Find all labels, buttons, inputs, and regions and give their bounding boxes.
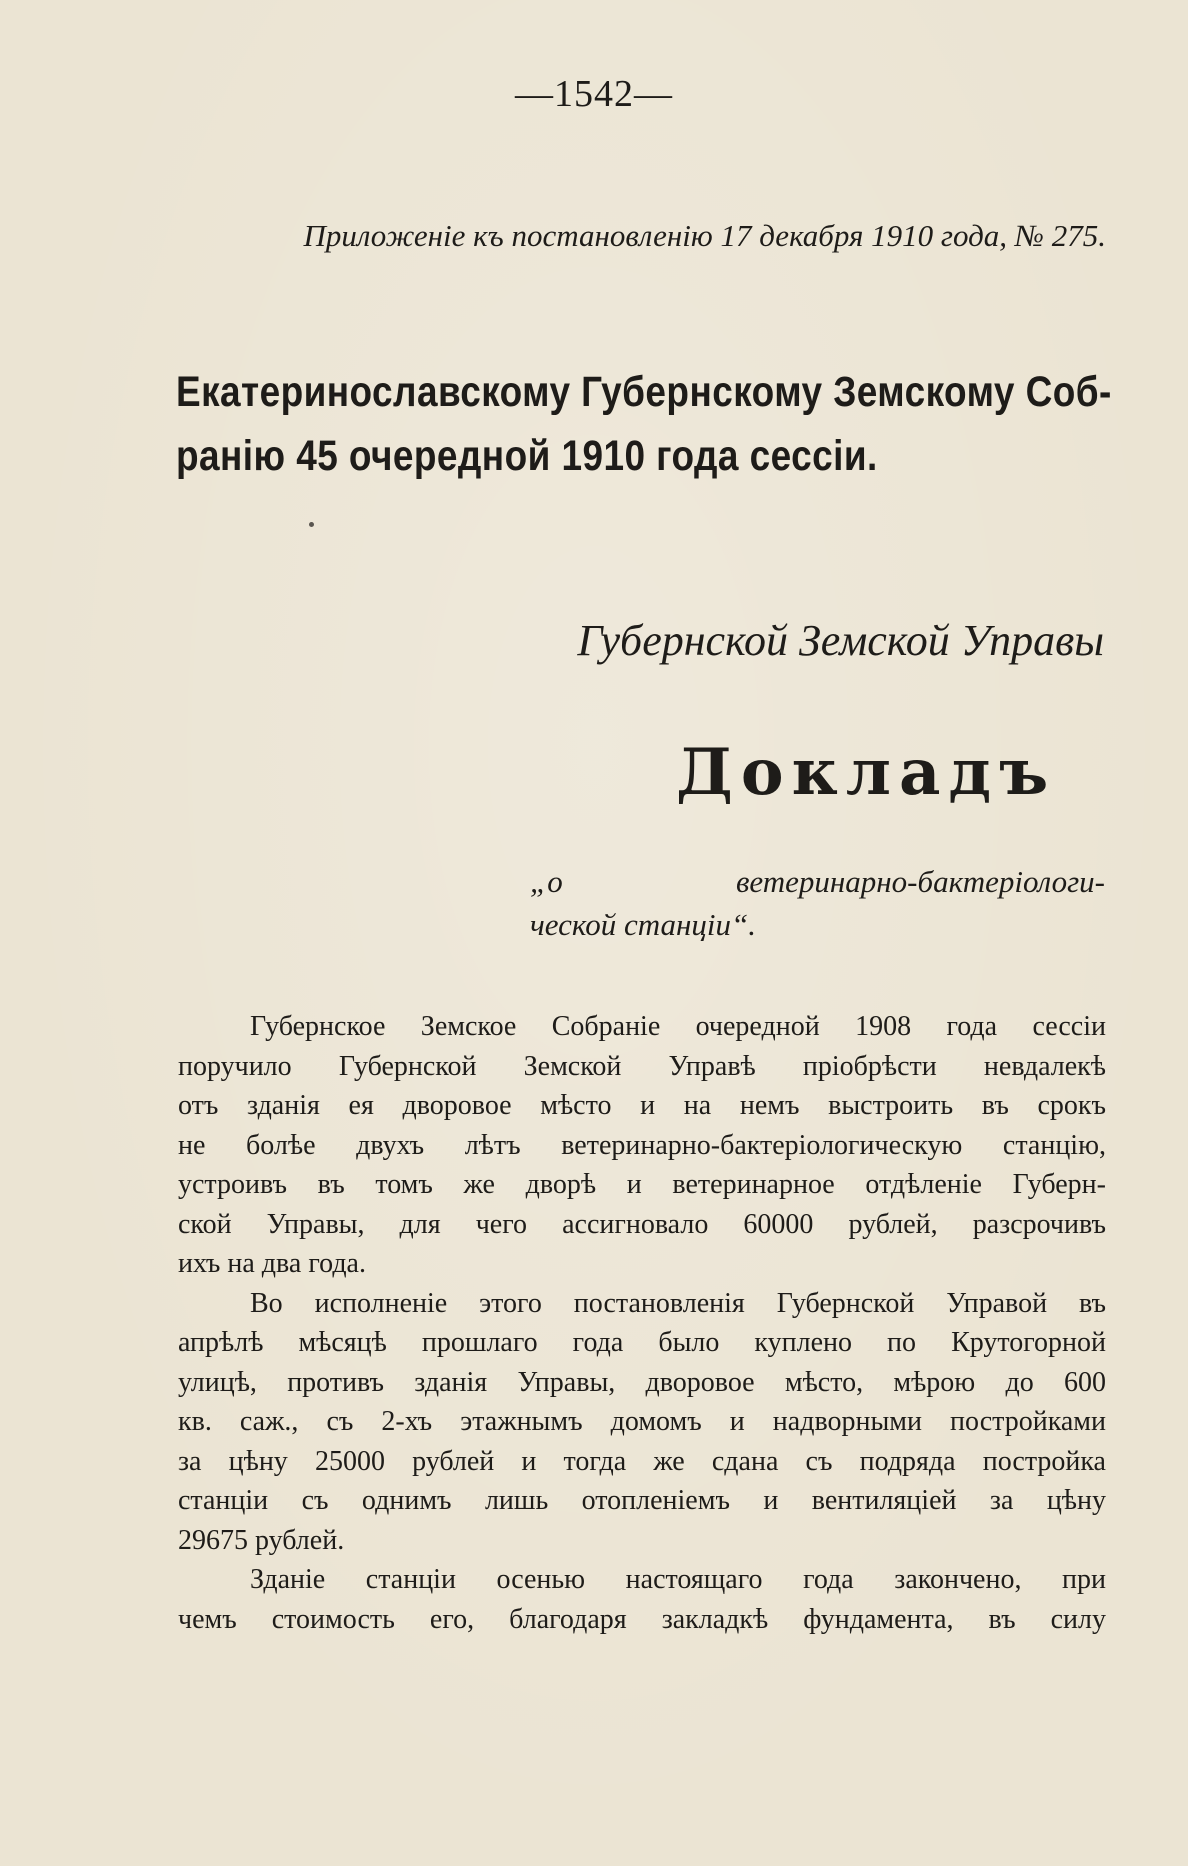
text-line: не болѣе двухъ лѣтъ ветеринарно-бактерiологическую станцiю,: [178, 1129, 1106, 1161]
document-heading: [176, 360, 1112, 488]
paragraph: [178, 1007, 1106, 1284]
text-line: ской Управы, для чего ассигновало 60000 рублей, разсрочивъ: [178, 1208, 1106, 1240]
heading-line: Екатеринославскому Губернскому Земскому Соб-: [176, 368, 1112, 416]
text-line: улицѣ, противъ зданiя Управы, дворовое мѣсто, мѣрою до 600: [178, 1366, 1106, 1398]
subject-line: ческой станцiи“.: [530, 907, 756, 942]
text-line: отъ зданiя ея дворовое мѣсто и на немъ выстроить въ срокъ: [178, 1090, 1106, 1121]
text-line: 29675 рублей.: [178, 1524, 345, 1556]
document-title: Докладъ: [676, 735, 1057, 810]
text-line: за цѣну 25000 рублей и тогда же сдана съ подряда постройка: [178, 1445, 1106, 1477]
text-line: кв. саж., съ 2-хъ этажнымъ домомъ и надворными постройками: [178, 1406, 1106, 1437]
heading-line: ранiю 45 очередной 1910 года сессiи.: [176, 432, 878, 480]
issuer-line: Губернской Земской Управы: [577, 616, 1104, 665]
text-line: Зданiе станцiи осенью настоящаго года закончено, при: [250, 1564, 1106, 1595]
report-subject: [530, 860, 1105, 946]
paragraph: [178, 1284, 1106, 1561]
text-line: поручило Губернской Земской Управѣ прiобрѣсти невдалекѣ: [178, 1050, 1106, 1082]
subject-line: „о ветеринарно-бактерiологи-: [530, 864, 1105, 899]
text-line: апрѣлѣ мѣсяцѣ прошлаго года было куплено по Крутогорной: [178, 1327, 1106, 1358]
paragraph: [178, 1560, 1106, 1639]
appendix-note: Приложенiе къ постановленiю 17 декабря 1910 года, № 275.: [303, 218, 1106, 253]
text-line: Во исполненiе этого постановленiя Губернской Управой въ: [250, 1287, 1106, 1319]
body-text: [178, 1007, 1106, 1639]
text-line: ихъ на два года.: [178, 1248, 366, 1279]
text-line: Губернское Земское Собранiе очередной 1908 года сессiи: [250, 1011, 1106, 1042]
text-line: чемъ стоимость его, благодаря закладкѣ фундамента, въ силу: [178, 1603, 1106, 1635]
page-number: —1542—: [515, 73, 673, 115]
text-line: станцiи съ однимъ лишь отопленiемъ и вентиляцiей за цѣну: [178, 1485, 1106, 1516]
text-line: устроивъ въ томъ же дворѣ и ветеринарное отдѣленiе Губерн-: [178, 1169, 1106, 1200]
ink-speck: [309, 522, 314, 527]
